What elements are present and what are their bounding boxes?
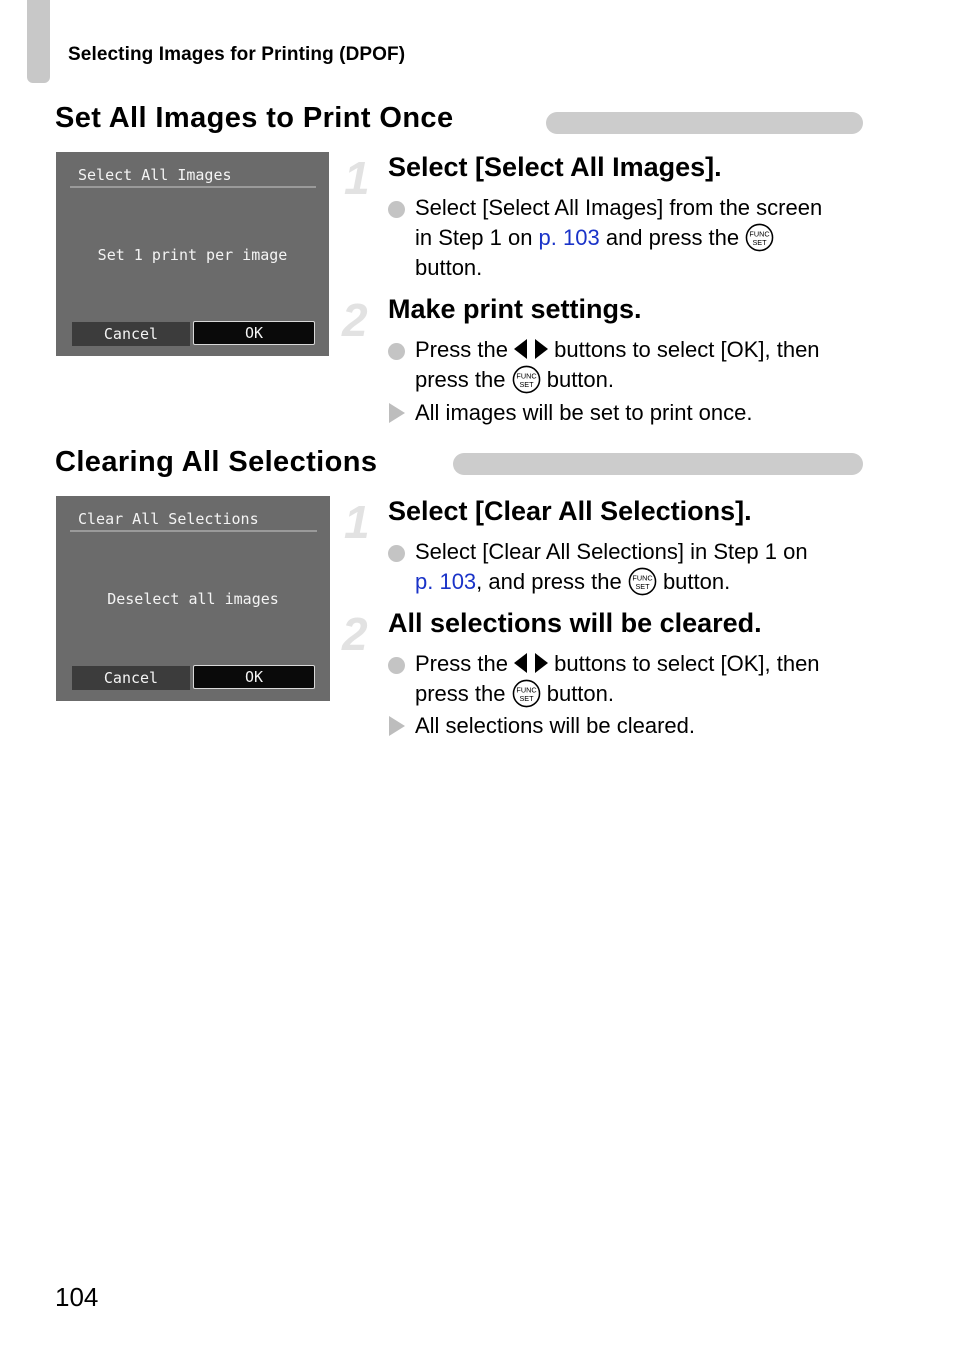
step-heading: All selections will be cleared. <box>388 608 762 638</box>
screen-ok-button: OK <box>193 321 315 345</box>
svg-text:2: 2 <box>342 294 368 342</box>
page-number: 104 <box>55 1282 99 1312</box>
svg-text:1: 1 <box>344 152 370 200</box>
svg-text:1: 1 <box>344 496 370 544</box>
step-number-2 <box>340 294 380 342</box>
screen-ok-button: OK <box>193 665 315 689</box>
step-number-1 <box>340 496 380 544</box>
instruction-item: Select [Select All Images] from the screen in Step 1 on p. 103 and press the button. <box>388 193 868 283</box>
step-heading: Make print settings. <box>388 294 642 324</box>
instruction-item: Select [Clear All Selections] in Step 1 on p. 103, and press the button. <box>388 537 868 597</box>
step-heading: Select [Select All Images]. <box>388 152 722 182</box>
screen-divider <box>70 530 317 532</box>
page-tab-marker <box>27 0 50 83</box>
page-link[interactable]: p. 103 <box>415 569 477 594</box>
page-link[interactable]: p. 103 <box>538 225 600 250</box>
section-title-bar <box>453 453 863 475</box>
bullet-icon <box>388 343 405 360</box>
left-right-arrows-icon <box>514 338 548 360</box>
result-item: All selections will be cleared. <box>388 711 868 741</box>
instruction-item: Press the buttons to select [OK], then press the button. <box>388 649 868 709</box>
screen-divider <box>70 186 316 188</box>
bullet-icon <box>388 201 405 218</box>
step-number-1 <box>340 152 380 200</box>
result-triangle-icon <box>389 716 405 736</box>
screen-message: Deselect all images <box>107 590 279 608</box>
screen-cancel-button: Cancel <box>72 322 190 346</box>
screen-message: Set 1 print per image <box>97 246 288 264</box>
screen-cancel-button: Cancel <box>72 666 190 690</box>
svg-text:2: 2 <box>342 608 368 656</box>
instruction-item: Press the buttons to select [OK], then press the button. <box>388 335 868 395</box>
running-head: Selecting Images for Printing (DPOF) <box>68 44 406 65</box>
step-heading: Select [Clear All Selections]. <box>388 496 752 526</box>
section-title-set-all: Set All Images to Print Once <box>55 102 454 134</box>
step-number-2 <box>340 608 380 656</box>
bullet-icon <box>388 657 405 674</box>
section-title-bar <box>546 112 863 134</box>
bullet-icon <box>388 545 405 562</box>
result-triangle-icon <box>389 403 405 423</box>
func-set-button-icon <box>512 679 541 708</box>
left-right-arrows-icon <box>514 652 548 674</box>
func-set-button-icon <box>745 223 774 252</box>
func-set-button-icon <box>628 567 657 596</box>
func-set-button-icon <box>512 365 541 394</box>
camera-screen-select-all <box>56 152 329 356</box>
screen-title: Select All Images <box>78 166 232 184</box>
camera-screen-clear-all <box>56 496 330 701</box>
screen-title: Clear All Selections <box>78 510 259 528</box>
section-title-clearing: Clearing All Selections <box>55 446 378 478</box>
result-item: All images will be set to print once. <box>388 398 868 428</box>
